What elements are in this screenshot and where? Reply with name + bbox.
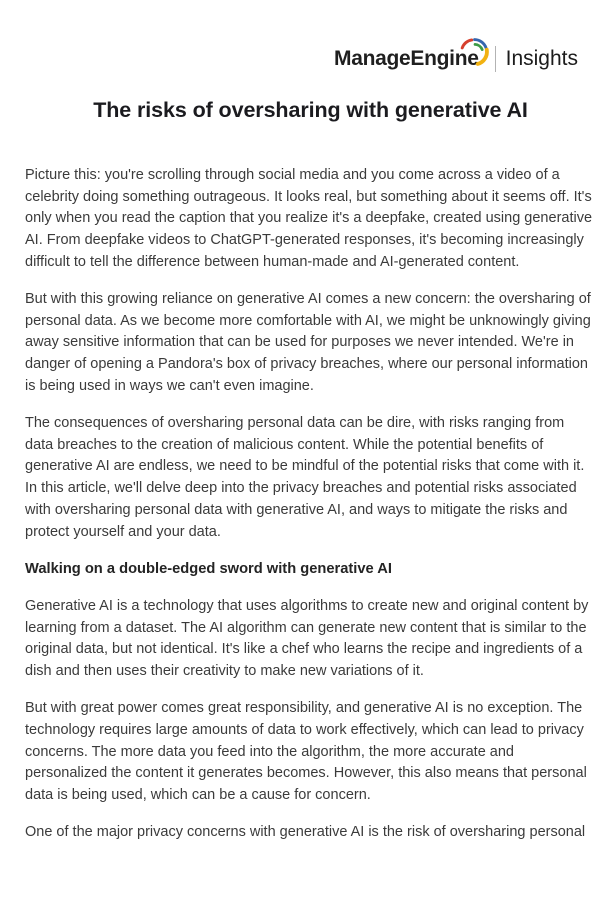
swoosh-arc-yellow xyxy=(477,50,486,64)
manageengine-insights-logo[interactable] xyxy=(334,46,578,72)
article-paragraph-1: Picture this: you're scrolling through social media and you come across a video of a celebrity doing something outrageous. It looks real, but something about it seems off. It's only when you read the caption that you realize it's a deepfake, created using generative AI. From deepfake videos to ChatGPT-generated responses, it's becoming increasingly difficult to tell the difference between human-made and AI-generated content. xyxy=(25,167,593,270)
article-title: The risks of oversharing with generative AI xyxy=(93,98,528,122)
article-body xyxy=(0,98,616,844)
article-paragraph-3: The consequences of oversharing personal data can be dire, with risks ranging from data breaches to the creation of malicious content. While the potential benefits of generative AI are endless, we need to be mindful of the potential risks that come with it. In this article, we'll delve deep into the privacy breaches and potential risks associated with oversharing personal data with generative AI, and ways to mitigate the risks and protect yourself and your data. xyxy=(25,415,585,540)
logo-divider xyxy=(495,46,496,72)
manageengine-text: ManageEngine xyxy=(334,47,479,70)
masthead xyxy=(0,0,616,74)
logo-wordmark xyxy=(334,47,479,71)
article-paragraph-5: But with great power comes great responsibility, and generative AI is no exception. The technology requires large amounts of data to work effectively, which can lead to privacy concerns. The more data you feed into the algorithm, the more accurate and personalized the content it generates becomes. However, this also means that personal data is being used, which can be a cause for concern. xyxy=(25,700,587,804)
article-paragraph-2: But with this growing reliance on generative AI comes a new concern: the oversharing of personal data. As we become more comfortable with AI, we might be unknowingly giving away sensitive information that can be used for purposes we never intended. We're in danger of opening a Pandora's box of privacy breaches, where our personal information is being used in ways we can't even imagine. xyxy=(25,291,591,394)
article-paragraph-6: One of the major privacy concerns with generative AI is the risk of oversharing personal xyxy=(25,824,586,841)
article-paragraph-4: Generative AI is a technology that uses algorithms to create new and original content by learning from a dataset. The AI algorithm can generate new content that is similar to the original data, but not identical. It's like a chef who learns the recipe and ingredients of a dish and then uses their creativity to make new variations of it. xyxy=(25,597,589,680)
section-heading: Walking on a double-edged sword with generative AI xyxy=(25,560,392,577)
insights-text: Insights xyxy=(505,47,578,70)
